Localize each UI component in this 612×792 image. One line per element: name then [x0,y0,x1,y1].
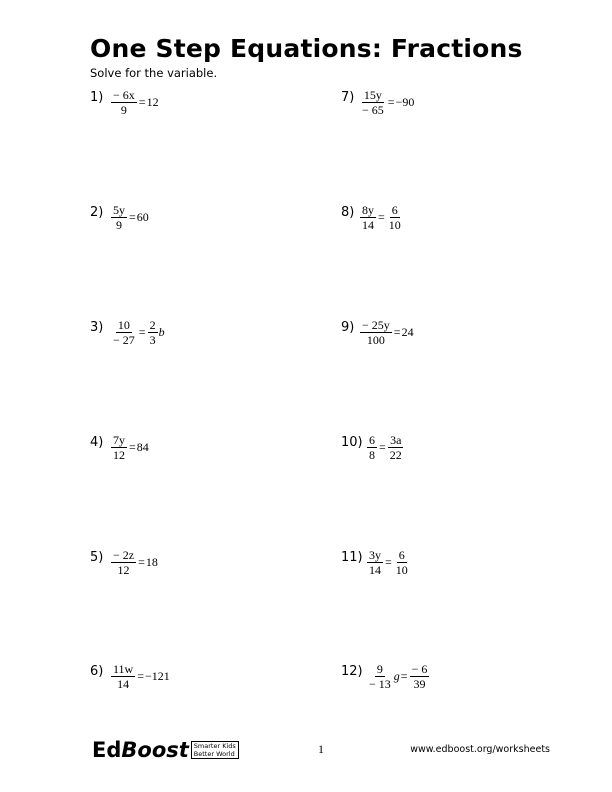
numerator: 11w [113,661,134,676]
logo-tagline-line2: Better World [193,750,235,758]
denominator: 12 [117,562,130,577]
lhs-fraction [111,662,135,691]
equals-sign: = [378,209,385,224]
lhs-fraction [367,662,393,691]
problem-number: 7) [341,90,355,105]
rhs-value: 18 [145,554,158,569]
numerator: 5y [113,202,125,217]
equals-sign: = [385,554,392,569]
equals-sign: = [400,668,408,683]
denominator: 12 [113,447,125,462]
numerator: 6 [398,547,405,562]
numerator: 15y [363,87,382,102]
rhs-value: −121 [145,668,170,683]
lhs-fraction [360,318,392,347]
equation [110,82,159,122]
equals-sign: = [129,439,136,454]
numerator: 6 [369,432,375,447]
numerator: − 6 [411,661,428,676]
lhs-fraction [111,88,137,117]
rhs-value: 12 [146,94,159,109]
equals-sign: = [138,324,146,339]
equation [366,427,405,467]
equation [110,656,170,696]
problem-number: 12) [341,664,363,679]
rhs-fraction [388,433,404,462]
variable: b [158,324,165,339]
equation [110,542,158,582]
problem-number: 3) [90,320,104,335]
numerator: 8y [362,202,374,217]
denominator: 10 [388,217,401,232]
denominator: 10 [395,562,408,577]
numerator: 10 [117,317,130,332]
numerator: − 6x [113,87,135,102]
denominator: − 65 [362,102,384,117]
equation [359,197,404,237]
equals-sign: = [379,439,386,454]
equation [110,427,149,467]
numerator: 9 [376,661,383,676]
numerator: − 25y [362,317,390,332]
variable: g [393,668,400,683]
denominator: 9 [116,217,122,232]
worksheet-title: One Step Equations: Fractions [90,34,523,63]
equals-sign: = [393,324,401,339]
problem-number: 1) [90,90,104,105]
rhs-fraction [394,548,410,577]
rhs-value: 24 [401,324,414,339]
equals-sign: = [387,94,395,109]
worksheet-instructions: Solve for the variable. [90,66,218,80]
lhs-fraction [360,203,376,232]
lhs-fraction [367,548,383,577]
problem-number: 10) [341,435,363,450]
equals-sign: = [138,554,145,569]
problem-number: 8) [341,205,355,220]
rhs-value: −90 [395,94,415,109]
equation [110,312,165,352]
logo-tagline [191,741,239,759]
logo-tagline-line1: Smarter Kids [193,742,236,750]
equation [110,197,149,237]
logo-boost-text: Boost [121,738,189,762]
denominator: 14 [362,217,374,232]
denominator: 22 [389,447,402,462]
denominator: 39 [413,676,426,691]
lhs-fraction [111,203,127,232]
numerator: 2 [149,317,156,332]
lhs-fraction [111,548,136,577]
rhs-value: 60 [136,209,149,224]
denominator: 9 [120,102,127,117]
equation [366,542,411,582]
rhs-value: 84 [136,439,149,454]
lhs-fraction [111,433,127,462]
numerator: 7y [113,432,125,447]
page-number: 1 [318,742,324,756]
equation [359,82,414,122]
rhs-fraction [387,203,403,232]
footer-url: www.edboost.org/worksheets [410,744,550,755]
denominator: 8 [369,447,375,462]
denominator: 14 [117,676,130,691]
problem-number: 2) [90,205,104,220]
problem-number: 4) [90,435,104,450]
numerator: − 2z [113,547,135,562]
problem-number: 11) [341,550,363,565]
rhs-fraction [410,662,430,691]
denominator: − 13 [369,676,391,691]
equals-sign: = [137,668,145,683]
lhs-fraction [367,433,377,462]
logo-ed-text: Ed [92,738,122,762]
rhs-fraction [148,318,158,347]
problem-number: 5) [90,550,104,565]
equation [359,312,414,352]
lhs-fraction [111,318,137,347]
problem-number: 6) [90,664,104,679]
equals-sign: = [129,209,136,224]
denominator: 14 [369,562,381,577]
numerator: 3a [390,432,402,447]
numerator: 6 [391,202,398,217]
equation [366,656,430,696]
numerator: 3y [369,547,381,562]
edboost-logo [92,737,239,763]
denominator: 3 [149,332,156,347]
denominator: 100 [366,332,385,347]
problem-number: 9) [341,320,355,335]
denominator: − 27 [113,332,135,347]
equals-sign: = [138,94,146,109]
lhs-fraction [360,88,386,117]
